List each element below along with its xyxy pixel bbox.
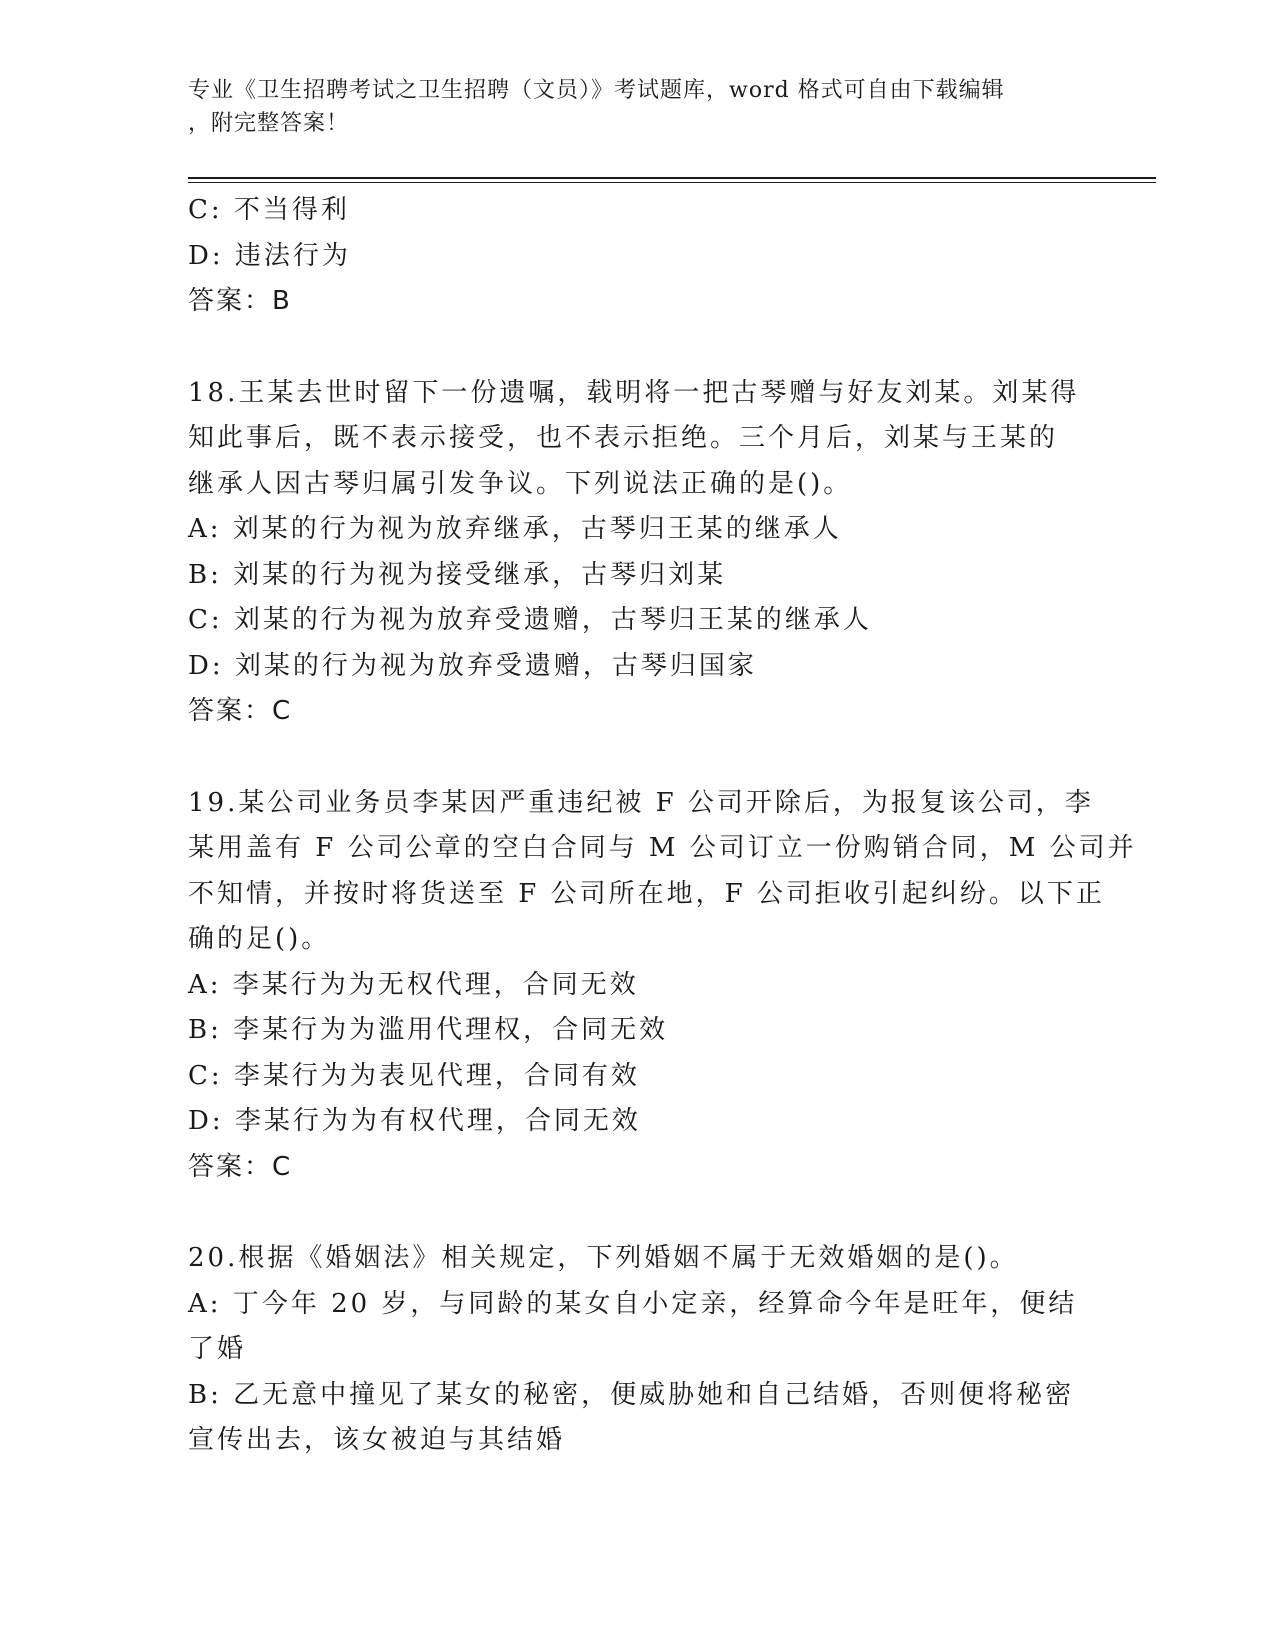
header-line: 专业《卫生招聘考试之卫生招聘（文员）》考试题库，word 格式可自由下载编辑 <box>188 78 1005 103</box>
question-stem: 知此事后，既不表示接受，也不表示拒绝。三个月后，刘某与王某的 <box>188 423 1059 453</box>
question-stem: 19.某公司业务员李某因严重违纪被 F 公司开除后，为报复该公司，李 <box>188 787 1094 818</box>
option-c: C: 刘某的行为视为放弃受遗赠，古琴归王某的继承人 <box>188 605 872 635</box>
option-a: A: 丁今年 20 岁，与同龄的某女自小定亲，经算命今年是旺年，便结 <box>188 1288 1078 1319</box>
question-19 <box>188 781 1137 1191</box>
option-d: D: 李某行为为有权代理，合同无效 <box>188 1106 641 1136</box>
question-stem: 继承人因古琴归属引发争议。下列说法正确的是()。 <box>188 468 853 499</box>
option-d: D: 违法行为 <box>188 240 351 271</box>
option-c: C: 不当得利 <box>188 195 350 225</box>
question-stem: 不知情，并按时将货送至 F 公司所在地，F 公司拒收引起纠纷。以下正 <box>188 878 1105 909</box>
spacer <box>188 325 1088 371</box>
spacer <box>188 1190 1088 1236</box>
answer-text: 答案：B <box>188 286 292 316</box>
option-b: B: 乙无意中撞见了某女的秘密，便威胁她和自己结婚，否则便将秘密 <box>188 1379 1075 1410</box>
question-list <box>188 188 1137 1464</box>
option-a-continued: 了婚 <box>188 1334 247 1364</box>
option-d: D: 刘某的行为视为放弃受遗赠，古琴归国家 <box>188 650 757 681</box>
option-c: C: 李某行为为表见代理，合同有效 <box>188 1060 640 1091</box>
answer-text: 答案：C <box>188 696 293 726</box>
spacer <box>188 735 1088 781</box>
option-b: B: 刘某的行为视为接受继承，古琴归刘某 <box>188 559 727 590</box>
header-divider <box>188 177 1156 179</box>
option-a: A: 李某行为为无权代理，合同无效 <box>188 969 639 1000</box>
page-header <box>188 74 1088 140</box>
header-line: ，附完整答案！ <box>188 111 350 136</box>
question-17 <box>188 188 1088 325</box>
header-divider-thin <box>188 182 1156 183</box>
question-stem: 某用盖有 F 公司公章的空白合同与 M 公司订立一份购销合同，M 公司并 <box>188 833 1137 863</box>
question-stem: 20.根据《婚姻法》相关规定，下列婚姻不属于无效婚姻的是()。 <box>188 1243 1019 1273</box>
question-20 <box>188 1236 1088 1464</box>
question-18 <box>188 371 1088 735</box>
question-stem: 18.王某去世时留下一份遗嘱，载明将一把古琴赠与好友刘某。刘某得 <box>188 377 1080 408</box>
option-a: A: 刘某的行为视为放弃继承，古琴归王某的继承人 <box>188 514 842 544</box>
answer-text: 答案：C <box>188 1151 293 1182</box>
option-b-continued: 宣传出去，该女被迫与其结婚 <box>188 1425 566 1455</box>
question-stem: 确的足()。 <box>188 924 331 954</box>
option-b: B: 李某行为为滥用代理权，合同无效 <box>188 1015 669 1045</box>
